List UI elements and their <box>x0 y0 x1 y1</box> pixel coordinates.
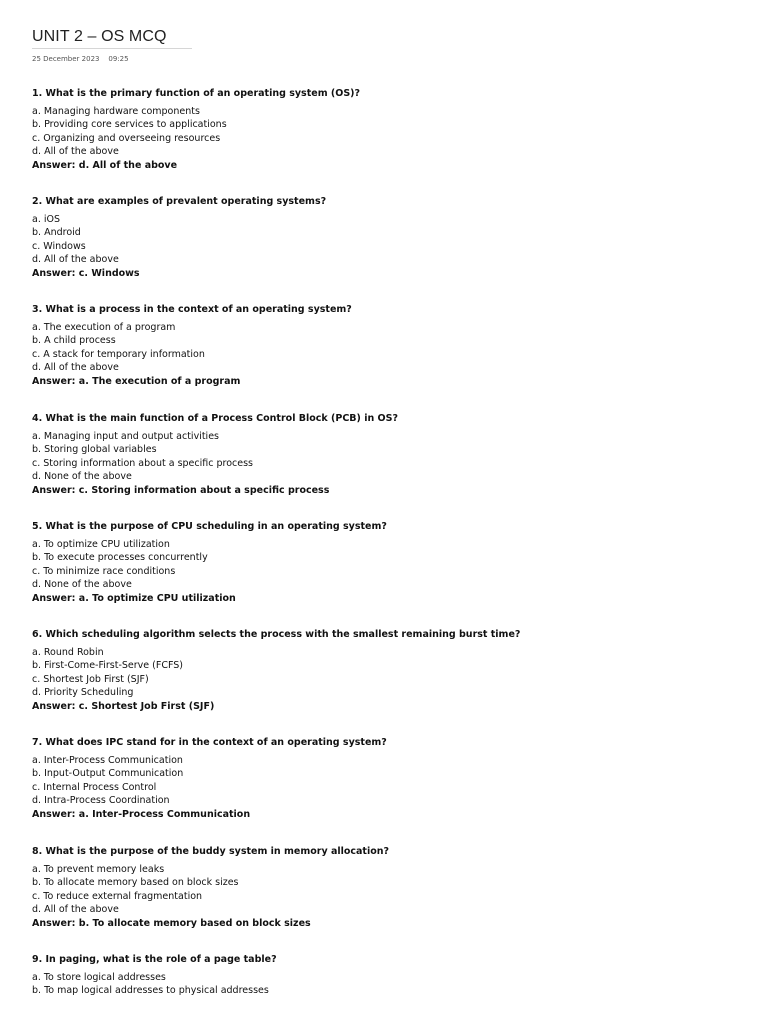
question-text: 5. What is the purpose of CPU scheduling in an operating system? <box>32 521 387 532</box>
option-item: b. A child process <box>32 335 116 347</box>
answer-text: Answer: d. All of the above <box>32 159 178 171</box>
question-block <box>32 196 732 280</box>
option-item: c. Windows <box>32 240 86 252</box>
option-item: c. A stack for temporary information <box>32 348 205 360</box>
option-item: b. Input-Output Communication <box>32 768 184 780</box>
option-list <box>32 213 732 267</box>
answer-text: Answer: a. To optimize CPU utilization <box>32 592 236 604</box>
answer-text: Answer: a. Inter-Process Communication <box>32 808 251 820</box>
option-item: b. Storing global variables <box>32 444 157 456</box>
document-time: 09:25 <box>108 55 129 63</box>
option-item: a. To store logical addresses <box>32 972 166 983</box>
answer-text: Answer: c. Shortest Job First (SJF) <box>32 700 215 712</box>
option-item: b. To map logical addresses to physical addresses <box>32 985 269 997</box>
question-block <box>32 737 732 821</box>
option-item: a. iOS <box>32 214 61 225</box>
option-item: c. To reduce external fragmentation <box>32 890 203 902</box>
answer-text: Answer: c. Storing information about a specific process <box>32 484 330 496</box>
answer-text: Answer: a. The execution of a program <box>32 375 241 387</box>
question-block <box>32 521 732 605</box>
option-item: d. None of the above <box>32 579 132 591</box>
document-date: 25 December 2023 <box>32 55 100 63</box>
option-item: a. Managing hardware components <box>32 106 200 117</box>
option-item: c. To minimize race conditions <box>32 565 176 577</box>
option-item: c. Internal Process Control <box>32 781 157 793</box>
option-list <box>32 754 732 808</box>
question-text: 9. In paging, what is the role of a page table? <box>32 954 277 965</box>
option-item: c. Organizing and overseeing resources <box>32 132 221 144</box>
title-divider <box>32 48 192 49</box>
option-item: a. Inter-Process Communication <box>32 755 183 766</box>
option-item: d. All of the above <box>32 362 119 374</box>
question-block <box>32 88 732 172</box>
option-item: b. Android <box>32 227 81 239</box>
option-item: d. None of the above <box>32 471 132 483</box>
option-item: d. All of the above <box>32 146 119 158</box>
question-text: 6. Which scheduling algorithm selects the process with the smallest remaining burst time? <box>32 629 521 640</box>
question-text: 8. What is the purpose of the buddy system in memory allocation? <box>32 846 390 857</box>
option-list <box>32 538 732 592</box>
option-item: a. The execution of a program <box>32 322 176 333</box>
option-item: a. To prevent memory leaks <box>32 864 165 875</box>
question-block <box>32 304 732 388</box>
question-block <box>32 846 732 930</box>
option-item: a. Round Robin <box>32 647 104 658</box>
option-list <box>32 646 732 700</box>
option-item: a. To optimize CPU utilization <box>32 539 170 550</box>
question-block <box>32 954 732 998</box>
answer-text: Answer: c. Windows <box>32 267 140 279</box>
document-meta <box>32 55 129 63</box>
page-title: UNIT 2 – OS MCQ <box>32 28 167 45</box>
option-item: b. To allocate memory based on block sizes <box>32 877 239 889</box>
option-item: c. Shortest Job First (SJF) <box>32 673 149 685</box>
option-list <box>32 863 732 917</box>
option-item: d. All of the above <box>32 254 119 266</box>
question-text: 2. What are examples of prevalent operating systems? <box>32 196 327 207</box>
question-text: 3. What is a process in the context of an operating system? <box>32 304 352 315</box>
question-text: 1. What is the primary function of an operating system (OS)? <box>32 88 361 99</box>
option-item: b. To execute processes concurrently <box>32 552 208 564</box>
question-text: 4. What is the main function of a Process Control Block (PCB) in OS? <box>32 413 398 424</box>
option-item: b. Providing core services to applications <box>32 119 227 131</box>
option-item: b. First-Come-First-Serve (FCFS) <box>32 660 183 672</box>
question-block <box>32 413 732 497</box>
option-list <box>32 430 732 484</box>
option-item: d. Intra-Process Coordination <box>32 795 170 807</box>
answer-text: Answer: b. To allocate memory based on block sizes <box>32 917 311 929</box>
question-block <box>32 629 732 713</box>
option-list <box>32 971 732 998</box>
option-item: d. All of the above <box>32 904 119 916</box>
option-item: d. Priority Scheduling <box>32 687 134 699</box>
option-list <box>32 105 732 159</box>
option-item: c. Storing information about a specific process <box>32 457 253 469</box>
option-item: a. Managing input and output activities <box>32 431 219 442</box>
option-list <box>32 321 732 375</box>
question-text: 7. What does IPC stand for in the context of an operating system? <box>32 737 387 748</box>
